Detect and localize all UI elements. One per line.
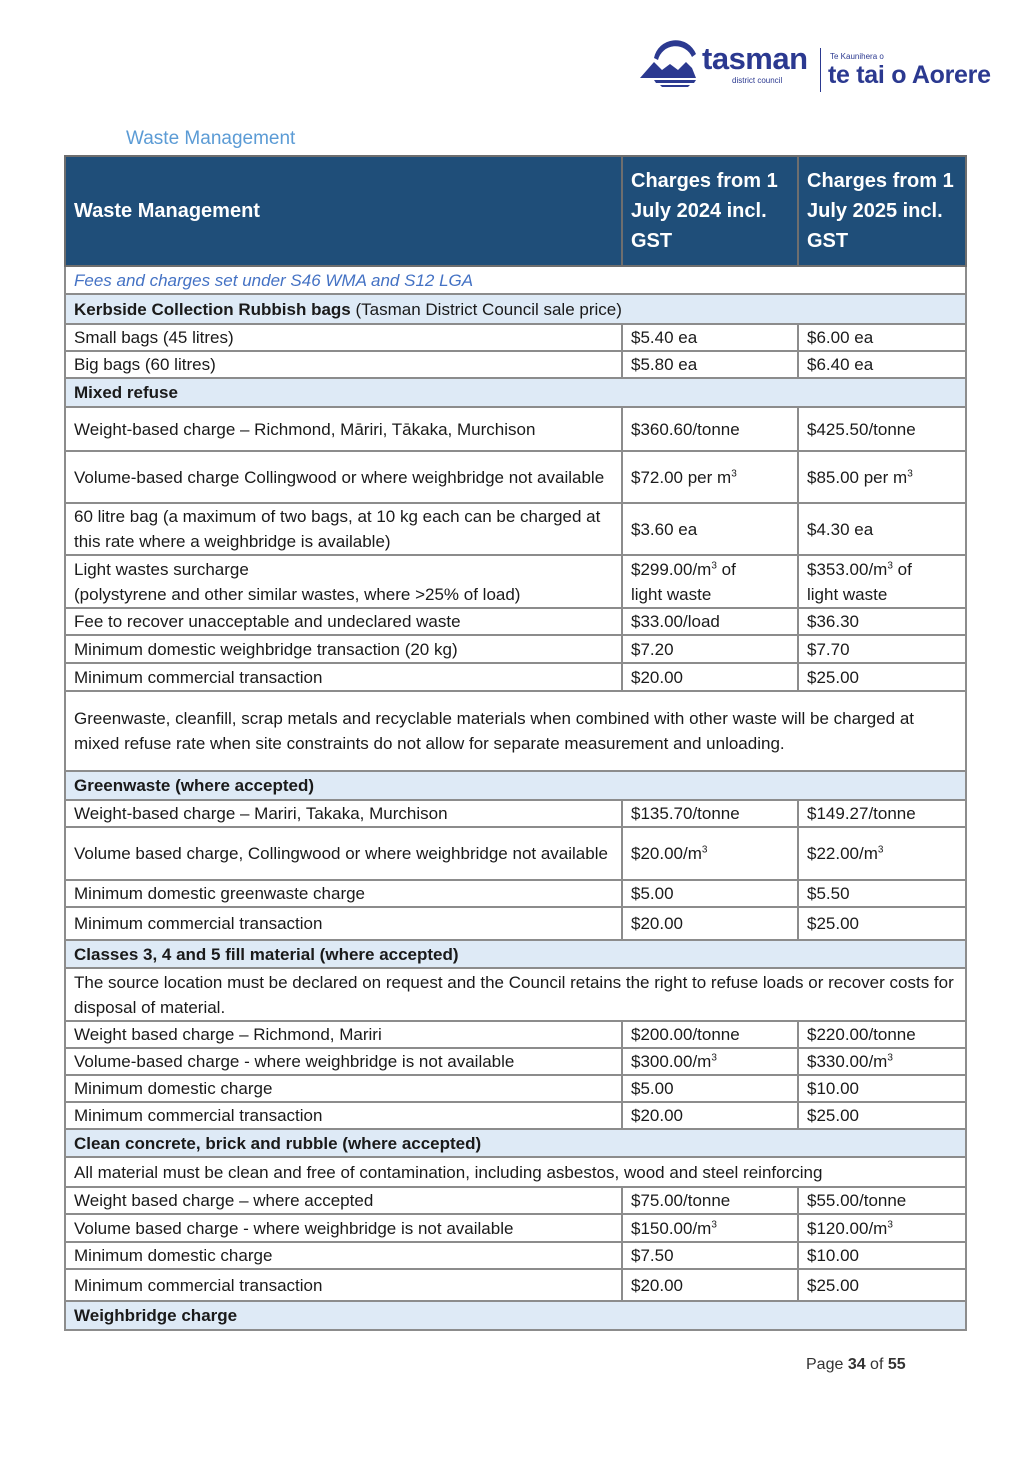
- charge-2025: $36.30: [798, 608, 966, 635]
- charge-2025: $7.70: [798, 635, 966, 663]
- table-row: [65, 608, 966, 635]
- table-row: [65, 1102, 966, 1129]
- logo-maori-small: Te Kaunihera o: [830, 52, 884, 61]
- page-total: 55: [887, 1356, 906, 1373]
- cubic-superscript: 3: [887, 1052, 893, 1064]
- item-cell: Volume-based charge Collingwood or where weighbridge not available: [65, 451, 622, 503]
- table-row: [65, 1187, 966, 1214]
- charge-2024: $135.70/tonne: [622, 800, 798, 827]
- cubic-superscript: 3: [711, 1052, 717, 1064]
- charge-line: [631, 557, 789, 582]
- logo-name: tasman: [702, 41, 808, 76]
- charge-value: $22.00/m: [807, 844, 878, 863]
- charge-2025: $220.00/tonne: [798, 1021, 966, 1048]
- charge-2025: [798, 827, 966, 880]
- item-cell: Volume-based charge - where weighbridge is not available: [65, 1048, 622, 1075]
- item-cell: Minimum commercial transaction: [65, 907, 622, 940]
- charge-2025: $55.00/tonne: [798, 1187, 966, 1214]
- item-line: (polystyrene and other similar wastes, where >25% of load): [74, 584, 521, 604]
- charge-value: $353.00/m: [807, 559, 888, 579]
- charge-2024: $5.40 ea: [622, 324, 798, 351]
- charge-2024: $5.80 ea: [622, 351, 798, 378]
- item-cell: Fee to recover unacceptable and undeclared waste: [65, 608, 622, 635]
- item-cell: 60 litre bag (a maximum of two bags, at 10 kg each can be charged at this rate where a weighbridge is available): [65, 503, 622, 555]
- charge-2025: [798, 451, 966, 503]
- cubic-superscript: 3: [711, 1218, 717, 1230]
- group-title: Clean concrete, brick and rubble (where accepted): [65, 1129, 966, 1157]
- table-row: [65, 663, 966, 691]
- item-line: Light wastes surcharge: [74, 559, 249, 579]
- charge-2025: [798, 1214, 966, 1242]
- charge-2025: $5.50: [798, 880, 966, 907]
- page-prefix: Page: [806, 1356, 848, 1373]
- fees-note: Fees and charges set under S46 WMA and S12 LGA: [65, 266, 966, 294]
- charge-value: $330.00/m: [807, 1052, 888, 1071]
- charge-2024: $20.00: [622, 907, 798, 940]
- mountain-logo-icon: [640, 40, 702, 88]
- fill-note: The source location must be declared on request and the Council retains the right to refuse loads or recover costs for disposal of material.: [65, 968, 966, 1021]
- table-row: [65, 1021, 966, 1048]
- logo-subtitle: district council: [732, 76, 783, 85]
- group-title: [65, 294, 966, 324]
- charge-value: $72.00 per m: [631, 467, 732, 487]
- page-number: [806, 1355, 906, 1375]
- tasman-logo: [640, 40, 1005, 92]
- item-cell: Volume based charge, Collingwood or where weighbridge not available: [65, 827, 622, 880]
- table-row: [65, 635, 966, 663]
- group-weighbridge: [65, 1301, 966, 1330]
- group-title-bold: Kerbside Collection Rubbish bags: [74, 299, 351, 319]
- charge-value: $85.00 per m: [807, 467, 908, 487]
- charge-suffix: of: [892, 559, 912, 579]
- table-row: [65, 1269, 966, 1301]
- table-row: [65, 451, 966, 503]
- charge-2025: $10.00: [798, 1242, 966, 1269]
- item-cell: [65, 555, 622, 608]
- table-row: [65, 555, 966, 608]
- logo-maori-name: te tai o Aorere: [828, 61, 991, 89]
- charge-2025: $25.00: [798, 1269, 966, 1301]
- charge-value: $120.00/m: [807, 1218, 888, 1238]
- logo-divider: [820, 48, 821, 92]
- charge-2024: $20.00: [622, 1102, 798, 1129]
- group-title: Classes 3, 4 and 5 fill material (where accepted): [65, 940, 966, 968]
- charge-2024: [622, 1214, 798, 1242]
- charge-line: light waste: [631, 584, 712, 604]
- item-cell: Minimum commercial transaction: [65, 663, 622, 691]
- charge-2024: [622, 827, 798, 880]
- item-cell: Weight based charge – where accepted: [65, 1187, 622, 1214]
- table-row: [65, 503, 966, 555]
- charge-2024: $20.00: [622, 1269, 798, 1301]
- charge-value: $299.00/m: [631, 559, 712, 579]
- header-2024: Charges from 1 July 2024 incl. GST: [622, 156, 798, 266]
- charge-line: [807, 557, 957, 582]
- table-header-row: [65, 156, 966, 266]
- charge-2024: $75.00/tonne: [622, 1187, 798, 1214]
- mixed-footnote: Greenwaste, cleanfill, scrap metals and recyclable materials when combined with other waste will be charged at mixed refuse rate when site constraints do not allow for separate measurement and unloading.: [65, 691, 966, 771]
- charge-2024: [622, 555, 798, 608]
- group-mixed-refuse: [65, 378, 966, 407]
- charge-2024: $200.00/tonne: [622, 1021, 798, 1048]
- charge-2024: $20.00: [622, 663, 798, 691]
- item-cell: Minimum domestic charge: [65, 1242, 622, 1269]
- charge-2024: $5.00: [622, 1075, 798, 1102]
- group-kerbside: [65, 294, 966, 324]
- charge-2024: [622, 451, 798, 503]
- charge-2025: $25.00: [798, 663, 966, 691]
- group-title: Weighbridge charge: [65, 1301, 966, 1330]
- table-row: [65, 1242, 966, 1269]
- item-cell: Weight-based charge – Richmond, Māriri, Tākaka, Murchison: [65, 407, 622, 451]
- table-row: [65, 827, 966, 880]
- charge-line: light waste: [807, 584, 888, 604]
- cubic-superscript: 3: [731, 467, 737, 479]
- charge-2025: [798, 555, 966, 608]
- charge-value: $20.00/m: [631, 844, 702, 863]
- charge-2025: $25.00: [798, 1102, 966, 1129]
- charge-suffix: of: [716, 559, 736, 579]
- table-row: [65, 1075, 966, 1102]
- charge-value: $300.00/m: [631, 1052, 712, 1071]
- header-item: Waste Management: [65, 156, 622, 266]
- cubic-superscript: 3: [887, 1218, 893, 1230]
- charge-2024: $5.00: [622, 880, 798, 907]
- item-cell: Minimum domestic charge: [65, 1075, 622, 1102]
- charge-2024: $360.60/tonne: [622, 407, 798, 451]
- table-row: [65, 800, 966, 827]
- table-row: [65, 351, 966, 378]
- item-cell: Big bags (60 litres): [65, 351, 622, 378]
- item-cell: Volume based charge - where weighbridge is not available: [65, 1214, 622, 1242]
- section-title: Waste Management: [126, 128, 296, 149]
- charge-2025: $4.30 ea: [798, 503, 966, 555]
- concrete-note: All material must be clean and free of contamination, including asbestos, wood and steel reinforcing: [65, 1157, 966, 1187]
- footnote-row: [65, 691, 966, 771]
- group-title: Mixed refuse: [65, 378, 966, 407]
- charge-2024: $7.50: [622, 1242, 798, 1269]
- cubic-superscript: 3: [887, 559, 893, 571]
- cubic-superscript: 3: [711, 559, 717, 571]
- charge-2025: $6.00 ea: [798, 324, 966, 351]
- cubic-superscript: 3: [907, 467, 913, 479]
- table-row: [65, 880, 966, 907]
- table-row: [65, 907, 966, 940]
- page-mid: of: [865, 1356, 888, 1373]
- table-row: [65, 1214, 966, 1242]
- group-greenwaste: [65, 771, 966, 800]
- item-cell: Weight based charge – Richmond, Mariri: [65, 1021, 622, 1048]
- charge-2024: [622, 1048, 798, 1075]
- header-2025: Charges from 1 July 2025 incl. GST: [798, 156, 966, 266]
- charge-2024: $33.00/load: [622, 608, 798, 635]
- item-cell: Small bags (45 litres): [65, 324, 622, 351]
- charge-2025: $425.50/tonne: [798, 407, 966, 451]
- group-fill-material: [65, 940, 966, 968]
- charge-2025: $6.40 ea: [798, 351, 966, 378]
- charge-2024: $3.60 ea: [622, 503, 798, 555]
- charge-2025: $10.00: [798, 1075, 966, 1102]
- cubic-superscript: 3: [701, 844, 708, 856]
- table-row: [65, 1048, 966, 1075]
- fees-note-row: [65, 266, 966, 294]
- cubic-superscript: 3: [877, 844, 884, 856]
- note-row: [65, 1157, 966, 1187]
- table-row: [65, 324, 966, 351]
- charge-2025: $149.27/tonne: [798, 800, 966, 827]
- table-row: [65, 407, 966, 451]
- item-cell: Minimum commercial transaction: [65, 1269, 622, 1301]
- note-row: [65, 968, 966, 1021]
- charge-2024: $7.20: [622, 635, 798, 663]
- group-title: Greenwaste (where accepted): [65, 771, 966, 800]
- item-cell: Minimum domestic weighbridge transaction (20 kg): [65, 635, 622, 663]
- charge-value: $150.00/m: [631, 1218, 712, 1238]
- fees-table: [64, 155, 967, 1331]
- page-current: 34: [847, 1356, 866, 1373]
- item-cell: Minimum commercial transaction: [65, 1102, 622, 1129]
- charge-2025: $25.00: [798, 907, 966, 940]
- group-title-rest: (Tasman District Council sale price): [350, 299, 622, 319]
- charge-2025: [798, 1048, 966, 1075]
- item-cell: Minimum domestic greenwaste charge: [65, 880, 622, 907]
- group-clean-concrete: [65, 1129, 966, 1157]
- item-cell: Weight-based charge – Mariri, Takaka, Murchison: [65, 800, 622, 827]
